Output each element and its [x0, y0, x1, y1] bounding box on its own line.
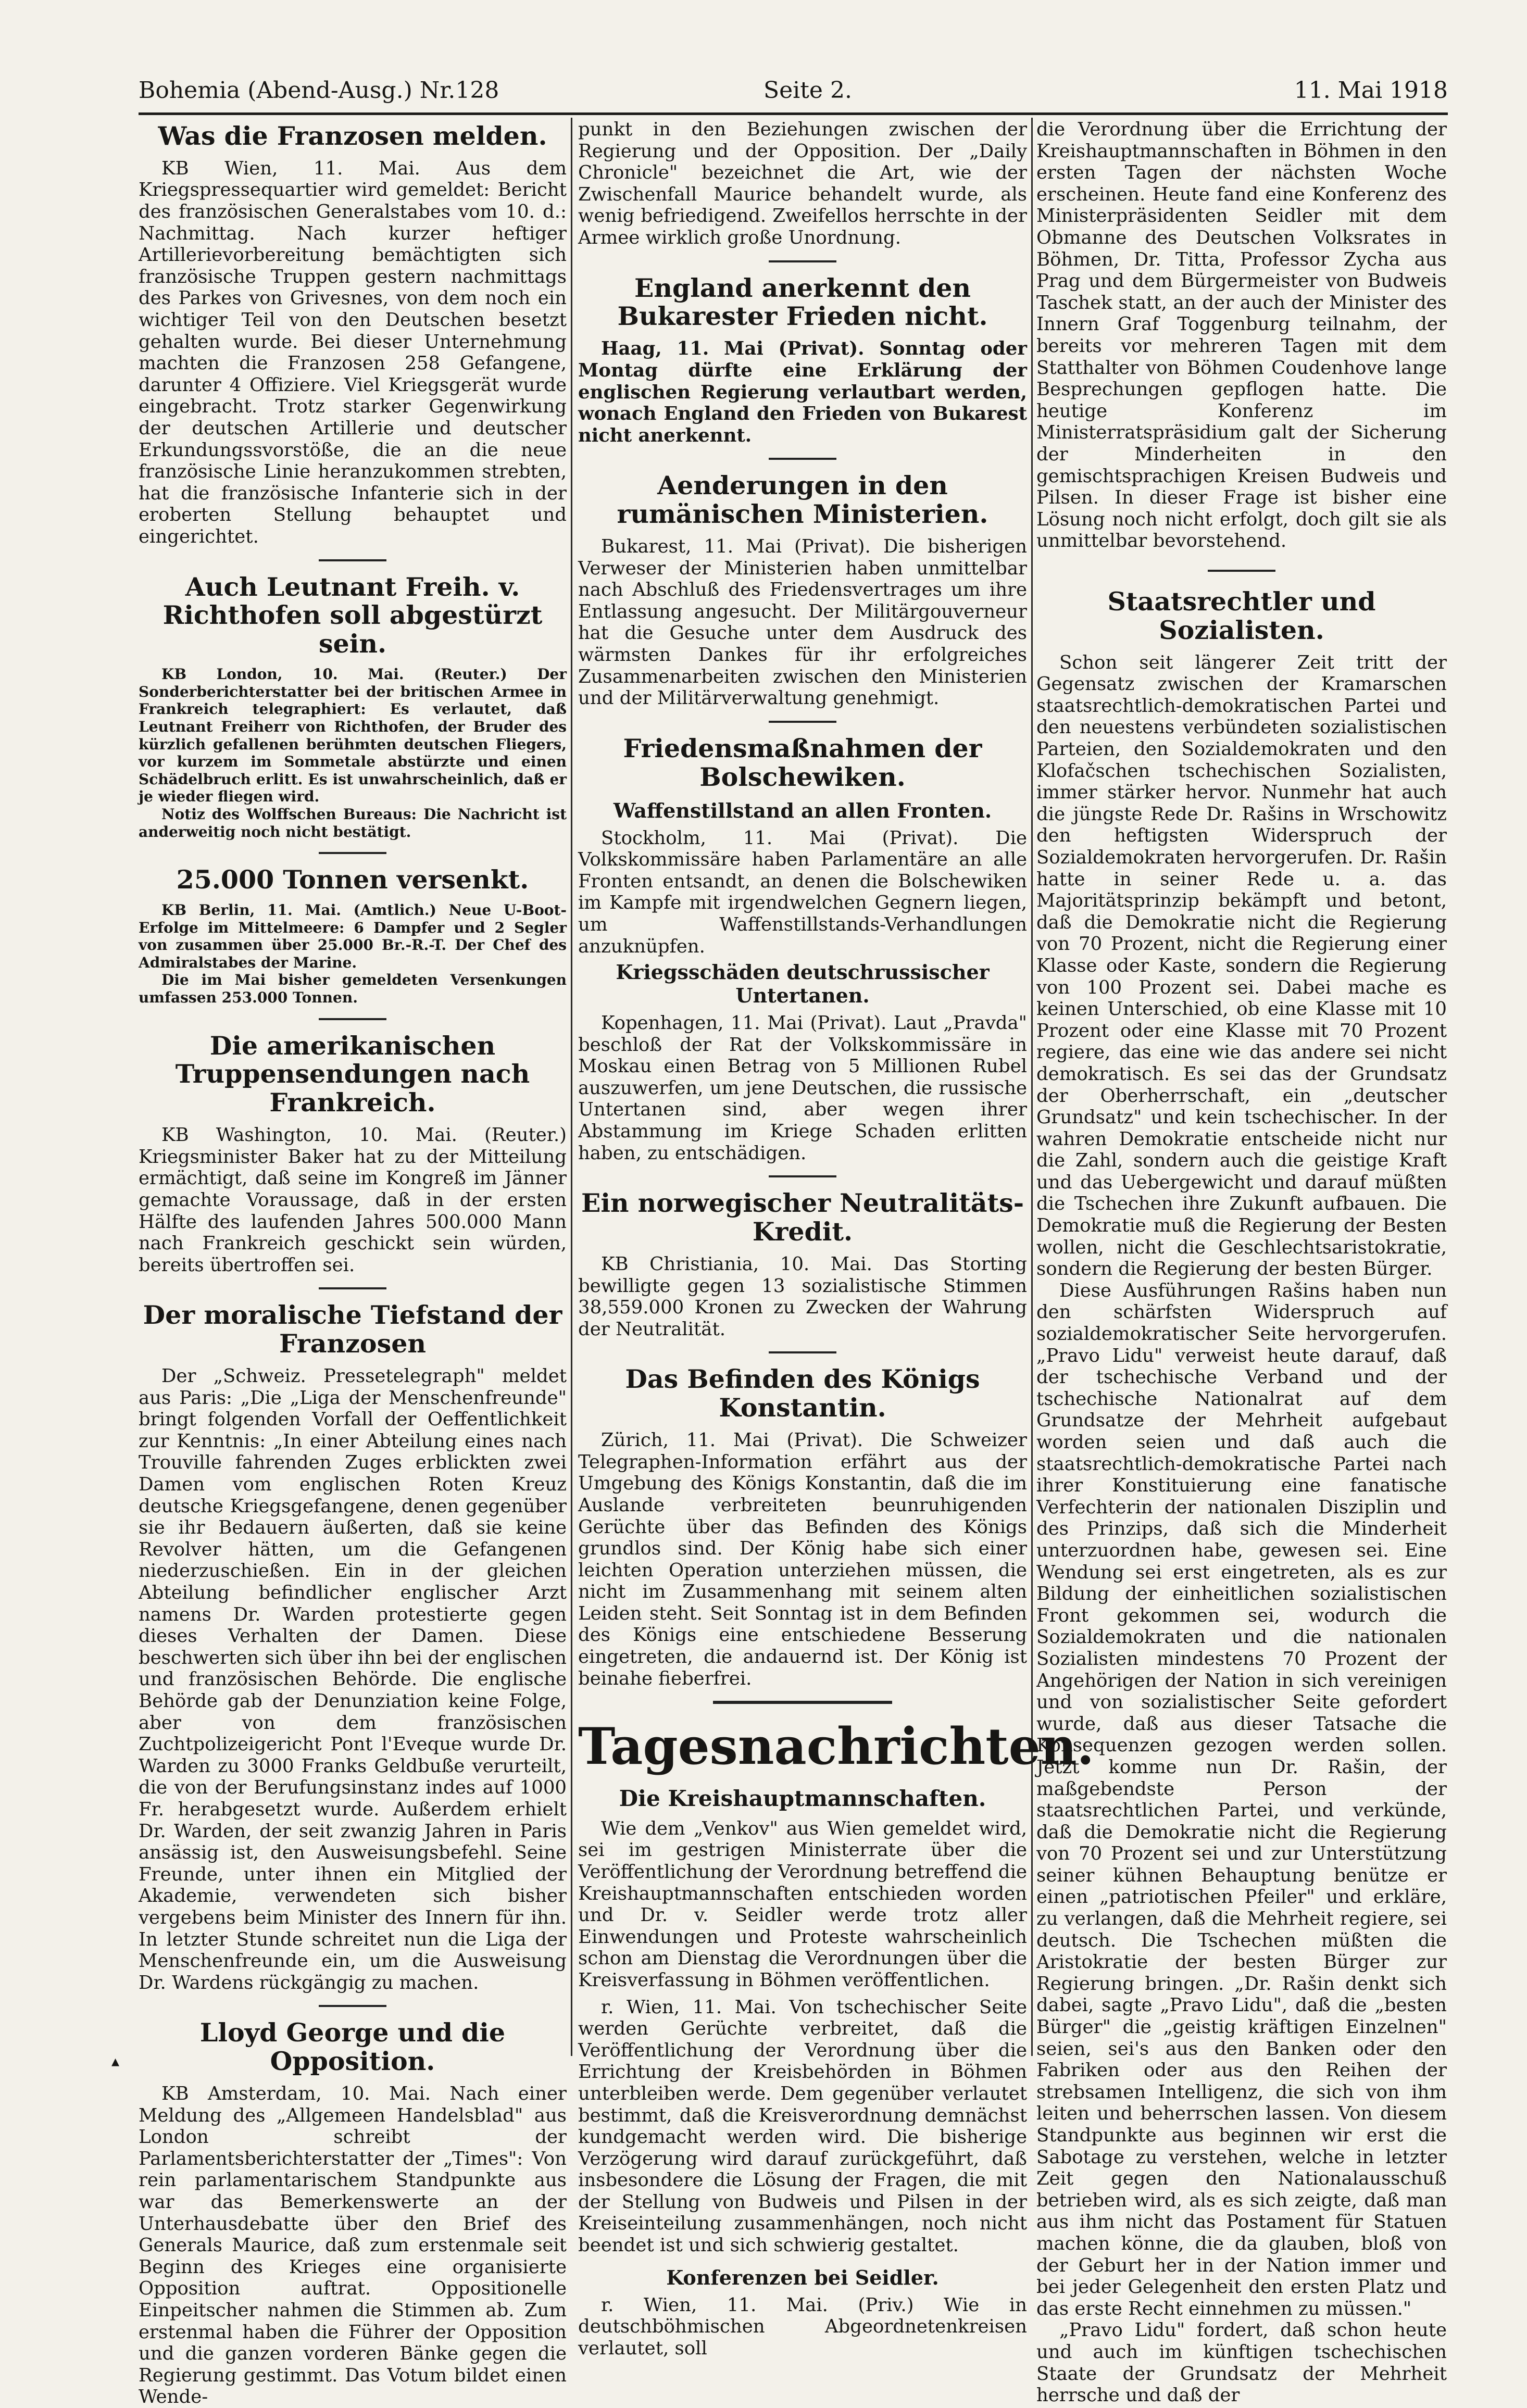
article-body: KB Amsterdam, 10. Mai. Nach einer Meldung des „Allgemeen Handelsblad" aus London schreibt der Parlamentsberichterstatter der „Times": Von rein parlamentarischem Standpunkte aus war das Bemerkenswerte an der Unterhausdebatte über den Brief des Generals Maurice, daß zum erstenmale seit Beginn des Krieges eine organisierte Opposition auftrat. Oppositionelle Einpeitscher nahmen die Stimmen ab. Zum erstenmal haben die Führer der Opposition und die ganzen vorderen Bänke gegen die Regierung gestimmt. Das Votum bildet einen Wende- [139, 2083, 567, 2408]
article-body: KB Washington, 10. Mai. (Reuter.) Kriegsminister Baker hat zu der Mitteilung ermächtigt, daß seine im Kongreß im Jänner gemachte Voraussage, daß in der ersten Hälfte des laufenden Jahres 500.000 Mann nach Frankreich geschickt sein würden, bereits übertroffen sei. [139, 1124, 567, 1276]
article-note: Die im Mai bisher gemeldeten Versenkungen umfassen 253.000 Tonnen. [139, 971, 567, 1006]
column-1 [139, 119, 567, 2408]
article-body: KB London, 10. Mai. (Reuter.) Der Sonderberichterstatter bei der britischen Armee in Frankreich telegraphiert: Es verlautet, daß Leutnant Freiherr von Richthofen, der Bruder des kürzlich gefallenen berühmten deutschen Fliegers, vor kurzem im Sommetale abstürzte und einen Schädelbruch erlitt. Es ist unwahrscheinlich, daß er je wieder fliegen wird. [139, 666, 567, 806]
separator [319, 852, 386, 854]
header-publication: Bohemia (Abend-Ausg.) Nr.128 [139, 77, 499, 104]
article-body: KB Wien, 11. Mai. Aus dem Kriegspressequartier wird gemeldet: Bericht des französischen Generalstabes vom 10. d.: Nachmittag. Nach kurzer heftiger Artillerievorbereitung bemächtigten sich französische Truppen gestern nachmittags des Parkes von Grivesnes, von dem noch ein wichtiger Teil von den Deutschen besetzt gehalten wurde. Bei dieser Unternehmung machten die Franzosen 258 Gefangene, darunter 4 Offiziere. Viel Kriegsgerät wurde eingebracht. Trotz starker Gegenwirkung der deutschen Artillerie und deutscher Erkundungssvorstöße, die an die neue französische Linie heranzukommen strebten, hat die französische Infanterie sich in der eroberten Stellung behauptet und eingerichtet. [139, 157, 567, 547]
article-body: Wie dem „Venkov" aus Wien gemeldet wird, sei im gestrigen Ministerrate über die Veröffentlichung der Verordnung betreffend die Kreishauptmannschaften entschieden worden und Dr. v. Seidler werde trotz aller Einwendungen und Proteste wahrscheinlich schon am Dienstag die Verordnungen über die Kreisverfassung in Böhmen veröffentlichen. [578, 1817, 1027, 1991]
article-note: Notiz des Wolffschen Bureaus: Die Nachricht ist anderweitig noch nicht bestätigt. [139, 805, 567, 841]
article-body: KB Berlin, 11. Mai. (Amtlich.) Neue U-Boot-Erfolge im Mittelmeere: 6 Dampfer und 2 Segler von zusammen über 25.000 Br.-R.-T. Der Chef des Admiralstabes der Marine. [139, 901, 567, 971]
headline: Die Kreishauptmannschaften. [619, 1785, 986, 1811]
header-rule [139, 112, 1448, 115]
headline: 25.000 Tonnen versenkt. [176, 864, 529, 895]
separator [769, 1351, 836, 1353]
separator [769, 721, 836, 723]
section-heading: Tagesnachrichten. [578, 1717, 1094, 1776]
article-body: r. Wien, 11. Mai. (Priv.) Wie in deutschböhmischen Abgeordnetenkreisen verlautet, soll [578, 2294, 1027, 2359]
separator [319, 2005, 386, 2007]
column-2 [578, 119, 1094, 2359]
separator [769, 1175, 836, 1177]
article-body: „Pravo Lidu" fordert, daß schon heute und auch im künftigen tschechischen Staate der Grundsatz der Mehrheit herrsche und daß der [1036, 2319, 1447, 2406]
column-divider [571, 118, 572, 2056]
headline: Auch Leutnant Freih. v. Richthofen soll abgestürzt sein. [162, 571, 543, 659]
headline: Ein norwegischer Neutralitäts-Kredit. [581, 1188, 1024, 1247]
article-continuation: punkt in den Beziehungen zwischen der Regierung und der Opposition. Der „Daily Chronicle" bezeichnet die Art, wie der Zwischenfall Maurice behandelt wurde, als wenig befriedigend. Zweifellos herrschte in der Armee wirklich große Unordnung. [578, 119, 1027, 248]
headline: Was die Franzosen melden. [158, 121, 547, 151]
subheadline: Konferenzen bei Seidler. [666, 2265, 939, 2289]
separator [319, 1287, 386, 1289]
article-body: Diese Ausführungen Rašins haben nun den schärfsten Widerspruch auf sozialdemokratischer Seite hervorgerufen. „Pravo Lidu" verweist heute darauf, daß der tschechische Verband und der tschechische Nationalrat auf dem Grundsatze der Mehrheit aufgebaut worden seien und daß auch die staatsrechtlich-demokratische Partei nach ihrer Konstituierung eine fanatische Verfechterin der nationalen Disziplin und des Prinzips, daß sich die Minderheit unterzuordnen habe, gewesen sei. Eine Wendung sei erst eingetreten, als es zur Bildung der einheitlichen sozialistischen Front gekommen sei, wodurch die Sozialdemokraten und die nationalen Sozialisten mindestens 70 Prozent der Angehörigen der Nation in sich vereinigen und von sozialistischer Seite gefordert wurde, daß aus dieser Tatsache die Konsequenzen gezogen werden sollen. Jetzt komme nun Dr. Rašin, der maßgebendste Person der staatsrechtlichen Partei, und verkünde, daß die Demokratie nicht die Regierung von 70 Prozent sei und zur Unterstützung seiner kühnen Behauptung benütze er einen „patriotischen Pfeiler" und erkläre, zu verlangen, daß die Mehrheit regiere, sei deutsch. Die Tschechen müßten die Aristokratie der besten Bürger zur Regierung bringen. „Dr. Rašin denkt sich dabei, sagte „Pravo Lidu", daß die „besten Bürger" die „geistig kräftigen Einzelnen" seien, sei's aus den Banken oder den Fabriken oder aus den Reihen der strebsamen Intelligenz, die sich von ihm leiten und beherrschen lassen. Von diesem Standpunkte aus beginnen wir erst die Sabotage zu verstehen, welche in letzter Zeit gegen den Nationalausschuß betrieben wird, als es sich zeigte, daß man aus ihm nicht das Postament für Statuen machen könne, die da glauben, bloß von der Geburt her in der Nation immer und bei jeder Gelegenheit den ersten Platz und das erste Recht einnehmen zu müssen." [1036, 1280, 1447, 2319]
margin-mark: ▴ [111, 2052, 120, 2071]
headline: England anerkennt den Bukarester Frieden nicht. [617, 272, 988, 332]
article-body: Stockholm, 11. Mai (Privat). Die Volkskommissäre haben Parlamentäre an alle Fronten entsandt, an denen die Bolschewiken im Kampfe mit irgendwelchen Gegnern liegen, um Waffenstillstands-Verhandlungen anzuknüpfen. [578, 827, 1027, 957]
article-body: r. Wien, 11. Mai. Von tschechischer Seite werden Gerüchte verbreitet, daß die Veröffentlichung der Verordnung über die Errichtung der Kreisbehörden in Böhmen unterbleiben werde. Dem gegenüber verlautet bestimmt, daß die Kreisverordnung demnächst kundgemacht werden wird. Die bisherige Verzögerung wird darauf zurückgeführt, daß insbesondere die Lösung der Fragen, die mit der Stellung von Budweis und Pilsen in der Kreiseinteilung zusammenhängen, noch nicht beendet ist und sich schwierig gestaltet. [578, 1996, 1027, 2256]
running-header [139, 74, 1448, 110]
article-body: Haag, 11. Mai (Privat). Sonntag oder Montag dürfte eine Erklärung der englischen Regierung verlautbart werden, wonach England den Frieden von Bukarest nicht anerkennt. [578, 338, 1027, 446]
subheadline: Waffenstillstand an allen Fronten. [613, 798, 992, 822]
article-body: Der „Schweiz. Pressetelegraph" meldet aus Paris: „Die „Liga der Menschenfreunde" bringt folgenden Vorfall der Oeffentlichkeit zur Kenntnis: „In einer Abteilung eines nach Trouville fahrenden Zuges erblickten zwei Damen vom englischen Roten Kreuz deutsche Kriegsgefangene, denen gegenüber sie ihr Bedauern äußerten, daß sie keine Revolver hätten, um die Gefangenen niederzuschießen. Ein in der gleichen Abteilung befindlicher englischer Arzt namens Dr. Warden protestierte gegen dieses Verhalten der Damen. Diese beschwerten sich über ihn bei der englischen und französischen Behörde. Die englische Behörde gab der Denunziation keine Folge, aber von dem französischen Zuchtpolizeigericht Pont l'Eveque wurde Dr. Warden zu 3000 Franks Geldbuße verurteilt, die von der Berufungsinstanz indes auf 1000 Fr. herabgesetzt wurde. Außerdem erhielt Dr. Warden, der seit zwanzig Jahren in Paris ansässig ist, den Ausweisungsbefehl. Seine Freunde, unter ihnen ein Mitglied der Akademie, verwendeten sich bisher vergebens beim Minister des Innern für ihn. In letzter Stunde schreitet nun die Liga der Menschenfreunde ein, um die Ausweisung Dr. Wardens rückgängig zu machen. [139, 1365, 567, 1993]
header-date: 11. Mai 1918 [1294, 77, 1448, 104]
article-body: Kopenhagen, 11. Mai (Privat). Laut „Pravda" beschloß der Rat der Volkskommissäre in Moskau einen Betrag von 5 Millionen Rubel auszuwerfen, um jene Deutschen, die russische Untertanen sind, aber wegen ihrer Abstammung im Kriege Schaden erlitten haben, zu entschädigen. [578, 1012, 1027, 1164]
article-continuation: die Verordnung über die Errichtung der Kreishauptmannschaften in Böhmen in den ersten Tagen der nächsten Woche erscheinen. Heute fand eine Konferenz des Ministerpräsidenten Seidler mit dem Obmanne des Deutschen Volksrates in Böhmen, Dr. Titta, Professor Zycha aus Prag und dem Bürgermeister von Budweis Taschek statt, an der auch der Minister des Innern Graf Toggenburg teilnahm, der bereits vor mehreren Tagen mit dem Statthalter von Böhmen Coudenhove lange Besprechungen gepflogen hatte. Die heutige Konferenz im Ministerratspräsidium galt der Sicherung der Minderheiten in den gemischtsprachigen Kreisen Budweis und Pilsen. In dieser Frage ist bisher eine Lösung noch nicht erfolgt, doch gilt sie als unmittelbar bevorstehend. [1036, 119, 1447, 552]
headline: Das Befinden des Königs Konstantin. [625, 1364, 980, 1423]
headline: Die amerikanischen Truppensendungen nach Frankreich. [175, 1030, 530, 1118]
headline: Der moralische Tiefstand der Franzosen [143, 1300, 562, 1359]
headline: Friedensmaßnahmen der Bolschewiken. [623, 733, 982, 792]
subheadline: Kriegsschäden deutschrussischer Untertanen. [616, 960, 990, 1008]
article-body: KB Christiania, 10. Mai. Das Storting bewilligte gegen 13 sozialistische Stimmen 38,559.000 Kronen zu Zwecken der Wahrung der Neutralität. [578, 1253, 1027, 1340]
header-page-number: Seite 2. [763, 77, 852, 104]
headline: Staatsrechtler und Sozialisten. [1107, 586, 1376, 645]
article-body: Schon seit längerer Zeit tritt der Gegensatz zwischen der Kramarschen staatsrechtlich-demokratischen Partei und den neuestens verbündeten sozialistischen Parteien, den Sozialdemokraten und den Klofačschen tschechischen Sozialisten, immer stärker hervor. Nunmehr hat auch die jüngste Rede Dr. Rašins in Wrschowitz den heftigsten Widerspruch der Sozialdemokraten hervorgerufen. Dr. Rašin hatte in seiner Rede u. a. das Majoritätsprinzip bekämpft und betont, daß die Demokratie nicht die Regierung von 70 Prozent, nicht die Regierung einer Klasse oder Kaste, sondern die Regierung von 100 Prozent sei. Dabei mache es keinen Unterschied, ob eine Klasse mit 10 Prozent oder eine Klasse mit 70 Prozent regiere, das eine wie das andere sei nicht demokratisch. Es sei das der Grundsatz der Oberherrschaft, ein „deutscher Grundsatz" und kein tschechischer. In der wahren Demokratie entscheide nicht nur die Zahl, sondern auch die geistige Kraft und das Uebergewicht und darauf müßten die Tschechen ihre Zukunft aufbauen. Die Demokratie muß die Regierung der Besten wollen, nicht die Geschlechtsaristokratie, sondern die Regierung der besten Bürger. [1036, 651, 1447, 1280]
separator [769, 260, 836, 262]
column-3 [1036, 119, 1447, 2406]
separator [319, 559, 386, 561]
separator [1208, 570, 1275, 572]
separator [319, 1018, 386, 1020]
separator [713, 1701, 893, 1704]
separator [769, 458, 836, 460]
headline: Lloyd George und die Opposition. [199, 2017, 506, 2077]
article-body: Zürich, 11. Mai (Privat). Die Schweizer Telegraphen-Information erfährt aus der Umgebung des Königs Konstantin, daß die im Auslande verbreiteten beunruhigenden Gerüchte über das Befinden des Königs grundlos sind. Der König habe sich einer leichten Operation unterziehen müssen, die nicht im Zusammenhang mit seinem alten Leiden steht. Seit Sonntag ist in dem Befinden des Königs eine entschiedene Besserung eingetreten, die andauernd ist. Der König ist beinahe fieberfrei. [578, 1429, 1027, 1689]
article-body: Bukarest, 11. Mai (Privat). Die bisherigen Verweser der Ministerien haben unmittelbar nach Abschluß des Friedensvertrages um ihre Entlassung angesucht. Der Militärgouverneur hat die Gesuche unter dem Ausdruck des wärmsten Dankes für ihr erfolgreiches Zusammenarbeiten zwischen den Ministerien und der Militärverwaltung genehmigt. [578, 536, 1027, 709]
headline: Aenderungen in den rumänischen Ministerien. [617, 470, 988, 530]
